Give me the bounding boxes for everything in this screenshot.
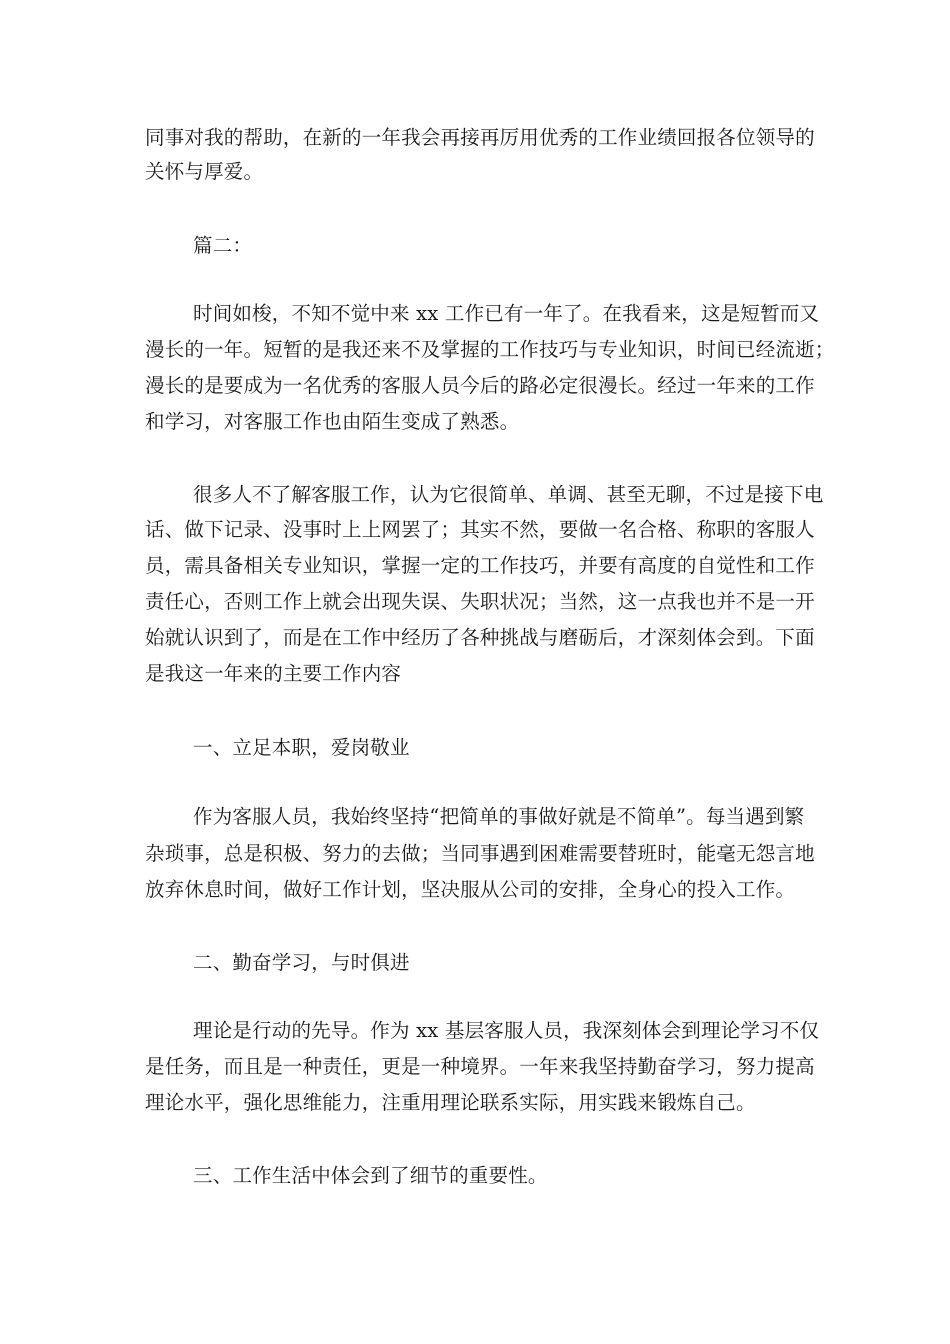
body-text-line: 杂琐事，总是积极、努力的去做；当同事遇到困难需要替班时，能毫无怨言地 — [145, 842, 815, 865]
body-text-line: 同事对我的帮助，在新的一年我会再接再厉用优秀的工作业绩回报各位领导的 — [145, 126, 815, 149]
section-heading: 二、勤奋学习，与时俱进 — [193, 951, 410, 974]
body-text-line: 员，需具备相关专业知识，掌握一定的工作技巧，并要有高度的自觉性和工作 — [145, 554, 815, 577]
section-heading: 一、立足本职，爱岗敬业 — [193, 736, 410, 759]
body-text-line: 责任心，否则工作上就会出现失误、失职状况；当然，这一点我也并不是一开 — [145, 590, 815, 613]
body-text-line: 和学习，对客服工作也由陌生变成了熟悉。 — [145, 410, 520, 433]
body-text-line: 理论是行动的先导。作为 xx 基层客服人员，我深刻体会到理论学习不仅 — [193, 1019, 820, 1042]
body-text-line: 关怀与厚爱。 — [145, 160, 264, 183]
body-text-line: 是任务，而且是一种责任，更是一种境界。一年来我坚持勤奋学习，努力提高 — [145, 1055, 815, 1078]
body-text-line: 放弃休息时间，做好工作计划，坚决服从公司的安排，全身心的投入工作。 — [145, 878, 796, 901]
section-heading: 三、工作生活中体会到了细节的重要性。 — [193, 1164, 548, 1187]
body-text-line: 很多人不了解客服工作，认为它很简单、单调、甚至无聊，不过是接下电 — [193, 483, 824, 506]
body-text-line: 时间如梭，不知不觉中来 xx 工作已有一年了。在我看来，这是短暂而又 — [193, 302, 820, 325]
body-text-line: 理论水平，强化思维能力，注重用理论联系实际，用实践来锻炼自己。 — [145, 1091, 756, 1114]
body-text-line: 漫长的一年。短暂的是我还来不及掌握的工作技巧与专业知识，时间已经流逝； — [145, 338, 835, 361]
section-heading: 篇二： — [193, 234, 253, 257]
body-text-line: 始就认识到了，而是在工作中经历了各种挑战与磨砺后，才深刻体会到。下面 — [145, 626, 815, 649]
body-text-line: 是我这一年来的主要工作内容 — [145, 662, 402, 685]
body-text-line: 话、做下记录、没事时上上网罢了；其实不然，要做一名合格、称职的客服人 — [145, 518, 815, 541]
body-text-line: 作为客服人员，我始终坚持“把简单的事做好就是不简单”。每当遇到繁 — [193, 805, 805, 828]
body-text-line: 漫长的是要成为一名优秀的客服人员今后的路必定很漫长。经过一年来的工作 — [145, 374, 815, 397]
